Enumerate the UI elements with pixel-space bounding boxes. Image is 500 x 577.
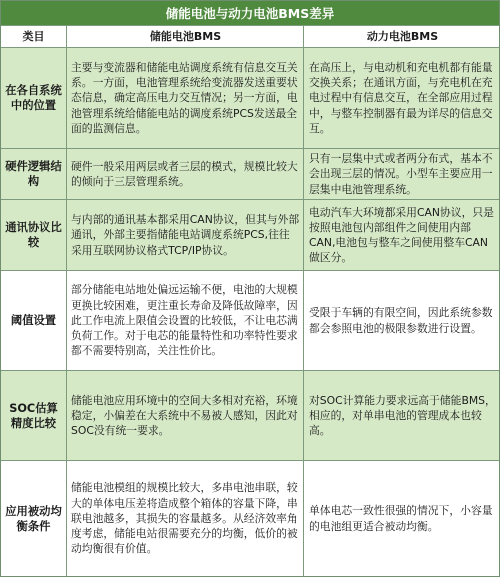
storage-cell: 主要与变流器和储能电站调度系统有信息交互关系。一方面，电池管理系统给变流器发送重要状态信息，确定高压电力交互情况；另一方面，电池管理系统给储能电站的调度系统PCS发送最全面的监测信息。 xyxy=(71,60,298,135)
row-category: 应用被动均衡条件 xyxy=(1,461,67,576)
table-row xyxy=(1,370,499,460)
row-category: 阈值设置 xyxy=(1,271,67,370)
header-category: 类目 xyxy=(1,26,67,47)
table-row-group xyxy=(1,148,499,270)
power-cell: 只有一层集中式或者两分布式，基本不会出现三层的情况。小型车主要应用一层集中电池管理系统。 xyxy=(309,152,493,196)
header-row xyxy=(1,25,499,47)
header-storage-bms: 储能电池BMS xyxy=(67,26,304,47)
table-row xyxy=(1,270,499,370)
storage-cell: 储能电池应用环境中的空间大多相对充裕，环境稳定，小偏差在大系统中不易被人感知，因此对SOC没有统一要求。 xyxy=(71,393,298,438)
storage-cell: 硬件一般采用两层或者三层的模式，规模比较大的倾向于三层管理系统。 xyxy=(71,159,298,188)
power-cell: 对SOC计算能力要求远高于储能BMS，相应的，对单串电池的管理成本也较高。 xyxy=(309,393,496,438)
table-row xyxy=(1,460,499,576)
row-category: 硬件逻辑结构 xyxy=(5,159,62,188)
row-category: SOC估算精度比较 xyxy=(1,371,67,460)
row-category: 在各自系统中的位置 xyxy=(1,48,67,148)
storage-cell: 与内部的通讯基本都采用CAN协议，但其与外部通讯，外部主要指储能电站调度系统PCS,往往采用互联网协议格式TCP/IP协议。 xyxy=(71,213,300,257)
table-title: 储能电池与动力电池BMS差异 xyxy=(1,1,499,25)
power-cell: 在高压上，与电动机和充电机都有能量交换关系；在通讯方面，与充电机在充电过程中有信息交互，在全部应用过程中，与整车控制器有最为详尽的信息交互。 xyxy=(309,60,493,135)
power-cell: 受限于车辆的有限空间，因此系统参数都会参照电池的极限参数进行设置。 xyxy=(309,306,493,335)
table-row xyxy=(1,47,499,148)
header-power-bms: 动力电池BMS xyxy=(366,29,439,43)
power-cell: 单体电芯一致性很强的情况下，小容量的电池组更适合被动均衡。 xyxy=(309,504,493,533)
power-cell: 电动汽车大环境都采用CAN协议，只是按照电池包内部组件之间使用内部CAN,电池包与整车之间使用整车CAN做区分。 xyxy=(309,205,494,265)
row-category: 通讯协议比较 xyxy=(1,199,66,270)
storage-cell: 部分储能电站地处偏远运输不便，电池的大规模更换比较困难，更注重长寿命及降低故障率，因此工作电流上限值会设置的比较低，不让电芯满负荷工作。对于电芯的能量特性和功率特性要求都不需要特别高，关注性价比。 xyxy=(71,283,298,358)
storage-cell: 储能电池模组的规模比较大，多串电池串联，较大的单体电压差将造成整个箱体的容量下降，串联电池越多，其损失的容量越多。从经济效率角度考虑，储能电站很需要充分的均衡，低价的被动均衡很有价值。 xyxy=(71,481,298,556)
